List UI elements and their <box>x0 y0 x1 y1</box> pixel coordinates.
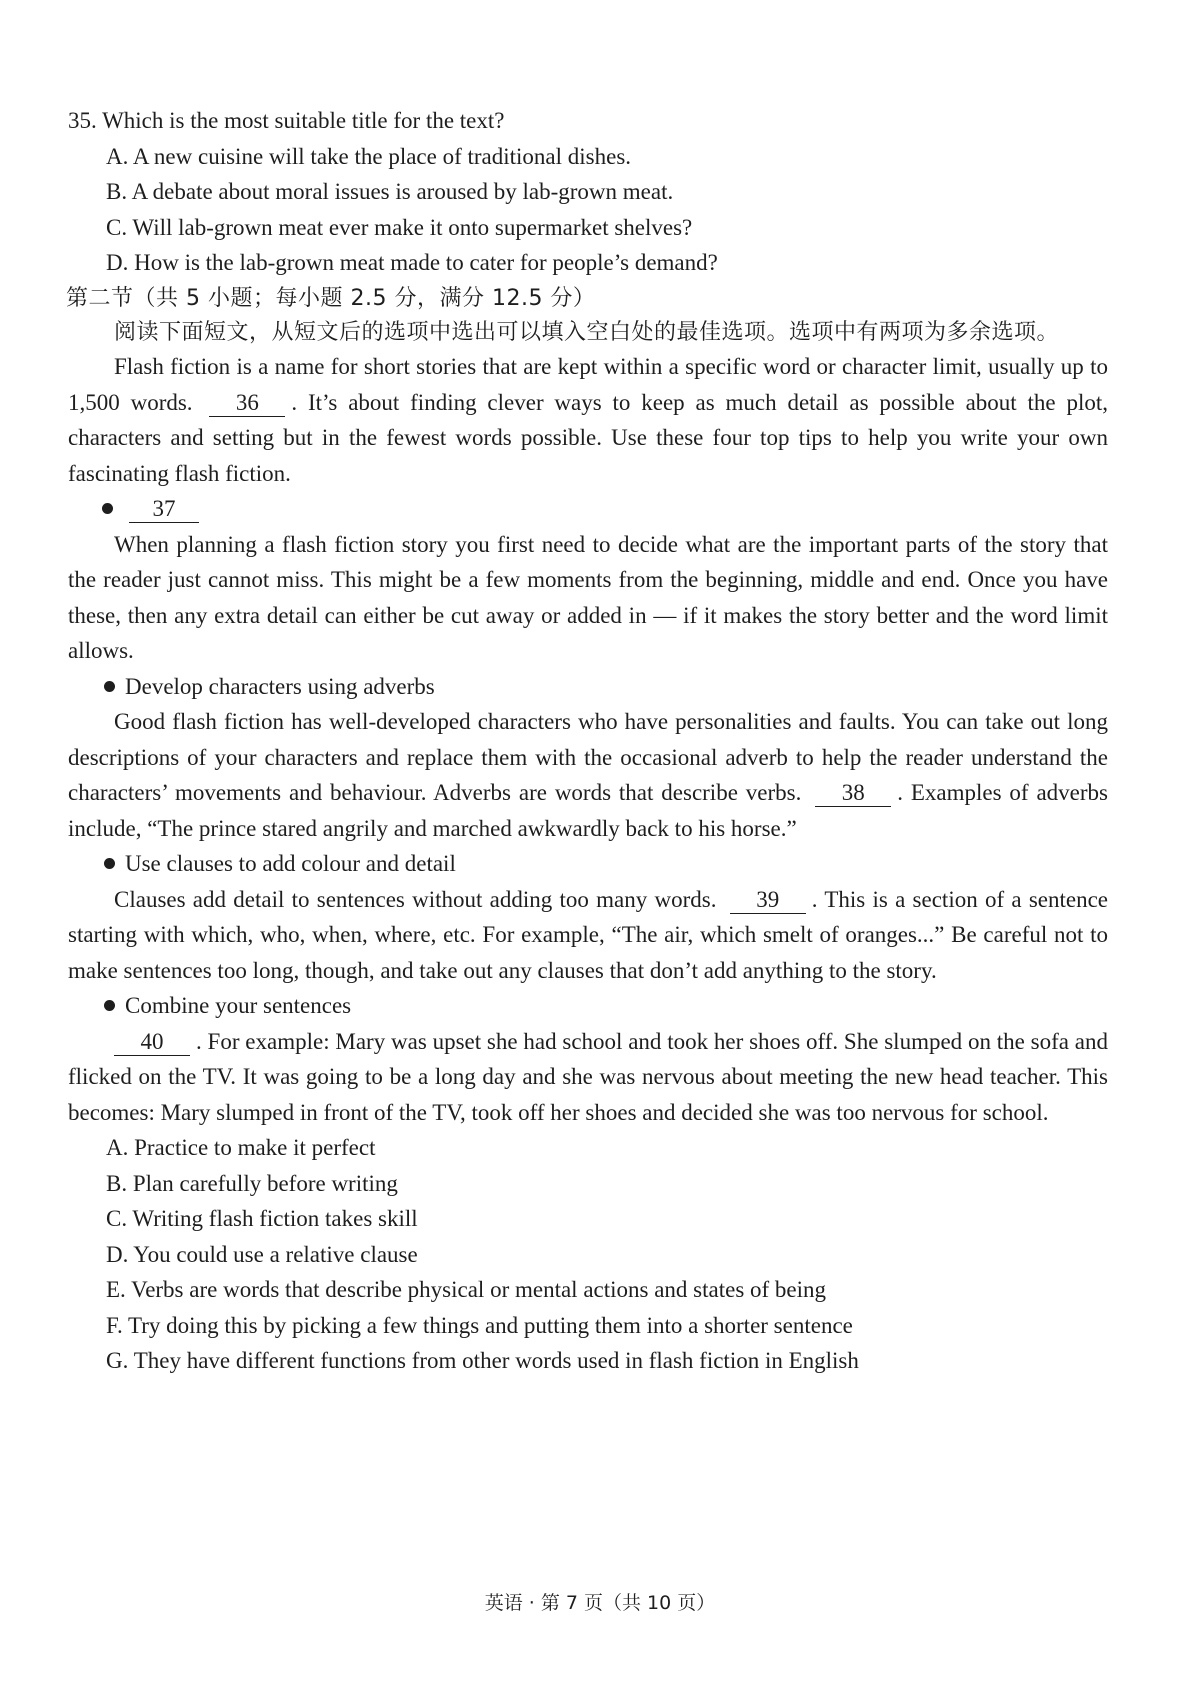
heading-adverbs-text: Develop characters using adverbs <box>125 673 435 699</box>
blank-37: 37 <box>129 496 199 523</box>
q35-stem: 35. Which is the most suitable title for the text? <box>68 108 505 133</box>
choice-b: B. Plan carefully before writing <box>106 1170 398 1196</box>
combine-paragraph <box>68 1024 1108 1131</box>
adverbs-text-a: Good flash fiction has well-developed characters who have personalities and faults. You can take out long descriptions of your characters and replace them with the occasional adverb to help the reader understand the characters’ movements and behaviour. Adverbs are words that describe verbs. <box>68 709 1108 805</box>
section-instruction: 阅读下面短文，从短文后的选项中选出可以填入空白处的最佳选项。选项中有两项为多余选项。 <box>114 320 1060 345</box>
choice-f: F. Try doing this by picking a few things and putting them into a shorter sentence <box>106 1312 853 1338</box>
bullet-dot-icon <box>102 503 113 514</box>
intro-text-b: . It’s about finding clever ways to keep as much detail as possible about the plot, characters and setting but in the fewest words possible. Use these four top tips to help you write your own fascinating flash fiction. <box>68 389 1108 486</box>
heading-clauses-text: Use clauses to add colour and detail <box>125 851 456 876</box>
blank-39: 39 <box>730 887 806 914</box>
q35-option-d: D. How is the lab-grown meat made to cater for people’s demand? <box>106 250 718 275</box>
heading-combine-text: Combine your sentences <box>125 993 352 1018</box>
clauses-text-a: Clauses add detail to sentences without adding too many words. <box>114 886 717 912</box>
bullet-dot-icon <box>104 1000 115 1011</box>
choice-e: E. Verbs are words that describe physical or mental actions and states of being <box>106 1277 827 1302</box>
q35-option-b: B. A debate about moral issues is aroused by lab-grown meat. <box>106 179 674 204</box>
choice-g: G. They have different functions from other words used in flash fiction in English <box>106 1348 859 1373</box>
adverbs-paragraph <box>68 704 1108 846</box>
adverbs-text-b: . Examples of adverbs include, “The prince stared angrily and marched awkwardly back to his horse.” <box>68 780 1108 841</box>
blank-38: 38 <box>815 780 891 807</box>
plan-paragraph: When planning a flash fiction story you first need to decide what are the important parts of the story that the reader just cannot miss. This might be a few moments from the beginning, middle and end. Once you have these, then any extra detail can either be cut away or added in — if it makes the story better and the word limit allows. <box>68 531 1108 663</box>
choice-a: A. Practice to make it perfect <box>106 1135 376 1160</box>
q35-option-c: C. Will lab-grown meat ever make it onto supermarket shelves? <box>106 214 693 240</box>
combine-text-b: . For example: Mary was upset she had school and took her shoes off. She slumped on the sofa and flicked on the TV. It was going to be a long day and she was nervous about meeting the new head teacher. This becomes: Mary slumped in front of the TV, took off her shoes and decided she was too nervous for school. <box>68 1028 1108 1125</box>
bullet-37 <box>68 491 1108 527</box>
heading-adverbs <box>68 669 1108 705</box>
page-footer: 英语 · 第 7 页（共 10 页） <box>484 1592 716 1614</box>
q35-option-a: A. A new cuisine will take the place of traditional dishes. <box>106 143 632 169</box>
clauses-paragraph <box>68 882 1108 989</box>
intro-text-a: Flash fiction is a name for short stories that are kept within a specific word or character limit, usually up to 1,500 words. <box>68 354 1108 415</box>
page-body <box>68 103 1108 1379</box>
blank-36: 36 <box>209 390 285 417</box>
heading-combine <box>68 988 1108 1024</box>
clauses-text-b: . This is a section of a sentence starting with which, who, when, where, etc. For example, “The air, which smelt of oranges...” Be careful not to make sentences too long, though, and take out any clauses that don’t add anything to the story. <box>68 886 1109 983</box>
section-heading: 第二节（共 5 小题；每小题 2.5 分，满分 12.5 分） <box>66 285 596 311</box>
bullet-dot-icon <box>104 858 115 869</box>
bullet-dot-icon <box>104 681 115 692</box>
intro-paragraph <box>68 349 1108 491</box>
choice-c: C. Writing flash fiction takes skill <box>106 1206 418 1231</box>
choice-d: D. You could use a relative clause <box>106 1241 418 1267</box>
blank-40: 40 <box>114 1029 190 1056</box>
heading-clauses <box>68 846 1108 882</box>
